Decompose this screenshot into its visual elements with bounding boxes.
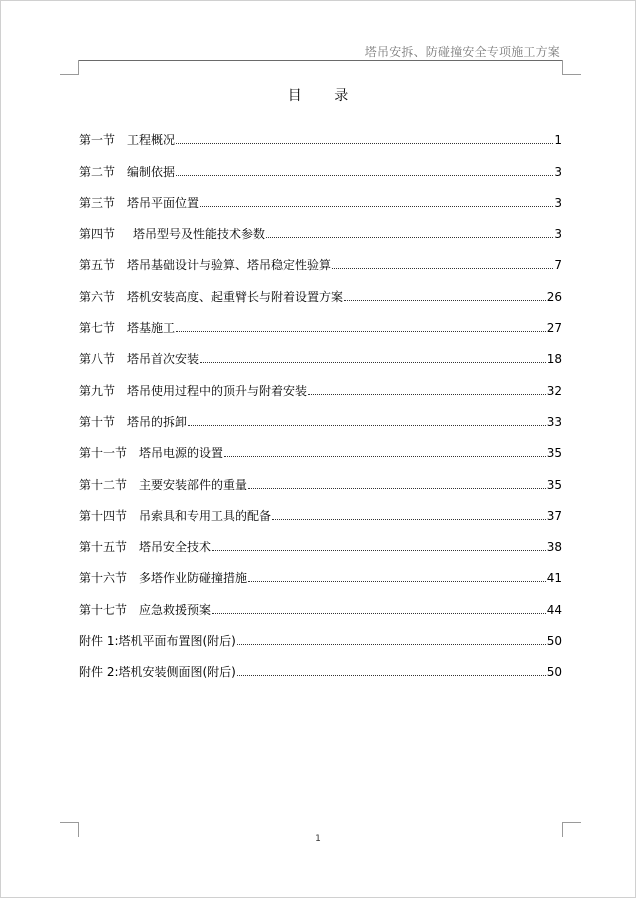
- toc-title: 目 录: [287, 88, 363, 104]
- toc-entry-page: 37: [546, 508, 562, 523]
- toc-entry-title: 塔机安装高度、起重臂长与附着设置方案: [127, 289, 344, 304]
- toc-dot-leader: [332, 268, 553, 269]
- toc-entry-number: 第十节: [79, 414, 116, 429]
- toc-entry-title: 主要安装部件的重量: [139, 477, 248, 492]
- toc-entry-title: 工程概况: [127, 133, 176, 148]
- toc-dot-leader: [200, 362, 546, 363]
- toc-entry-page: 3: [554, 227, 562, 242]
- page-number: 1: [315, 834, 321, 844]
- toc-entry[interactable]: [79, 554, 562, 585]
- toc-entry-page: 50: [546, 634, 562, 649]
- toc-entry-page: 50: [546, 665, 562, 680]
- toc-entry-title: 编制依据: [127, 164, 176, 179]
- toc-entry[interactable]: [79, 147, 562, 178]
- toc-entry-page: 35: [546, 477, 562, 492]
- toc-dot-leader: [248, 581, 546, 582]
- toc-dot-leader: [237, 644, 546, 645]
- toc-entry-number: 第五节: [79, 258, 116, 273]
- toc-entry-number: 第四节: [79, 227, 116, 242]
- toc-entry-number: 第七节: [79, 321, 116, 336]
- toc-entry-page: 32: [546, 383, 562, 398]
- toc-entry-page: 26: [546, 289, 562, 304]
- toc-entry[interactable]: [79, 398, 562, 429]
- toc-entry[interactable]: [79, 335, 562, 366]
- toc-entry-title: 塔吊首次安装: [127, 352, 200, 367]
- toc-entry-page: 3: [554, 164, 562, 179]
- toc-entry[interactable]: [79, 116, 562, 147]
- toc-dot-leader: [237, 675, 546, 676]
- toc-entry-page: 35: [546, 446, 562, 461]
- toc-entry-title: 塔吊使用过程中的顶升与附着安装: [127, 383, 308, 398]
- header-rule: [78, 60, 562, 61]
- toc-entry-page: 44: [546, 602, 562, 617]
- toc-entry[interactable]: [79, 585, 562, 616]
- toc-entry-page: 7: [554, 258, 562, 273]
- toc-entry[interactable]: [79, 523, 562, 554]
- toc-entry-number: 第十二节: [79, 477, 128, 492]
- toc-dot-leader: [248, 488, 546, 489]
- toc-entry-page: 33: [546, 414, 562, 429]
- toc-dot-leader: [344, 300, 546, 301]
- toc-entry[interactable]: [79, 460, 562, 491]
- toc-dot-leader: [212, 550, 546, 551]
- toc-dot-leader: [188, 425, 546, 426]
- toc-entry-title: 塔机安装侧面图(附后): [118, 665, 236, 680]
- toc-entry-title: 塔吊的拆卸: [127, 414, 188, 429]
- toc-entry-title: 吊索具和专用工具的配备: [139, 508, 272, 523]
- toc-dot-leader: [224, 456, 546, 457]
- toc-entry-number: 附件 2:: [79, 665, 119, 680]
- toc-entry-title: 塔吊安全技术: [139, 540, 212, 555]
- toc-dot-leader: [200, 206, 553, 207]
- toc-entry-page: 38: [546, 540, 562, 555]
- toc-entry[interactable]: [79, 241, 562, 272]
- toc-entry-number: 第二节: [79, 164, 116, 179]
- toc-entry[interactable]: [79, 272, 562, 303]
- toc-entry-title: 塔吊平面位置: [127, 195, 200, 210]
- toc-entry-page: 27: [546, 321, 562, 336]
- toc-dot-leader: [176, 143, 553, 144]
- toc-entry-number: 第九节: [79, 383, 116, 398]
- toc-entry-number: 第十四节: [79, 508, 128, 523]
- toc-entry[interactable]: [79, 617, 562, 648]
- toc-entry-title: 塔吊基础设计与验算、塔吊稳定性验算: [127, 258, 332, 273]
- running-header-title: 塔吊安拆、防碰撞安全专项施工方案: [364, 45, 560, 59]
- toc-dot-leader: [272, 519, 546, 520]
- toc-entry[interactable]: [79, 429, 562, 460]
- toc-entry-title: 塔吊型号及性能技术参数: [133, 227, 266, 242]
- toc-entry-title: 应急救援预案: [139, 602, 212, 617]
- toc-entry-title: 塔吊电源的设置: [139, 446, 224, 461]
- toc-entry[interactable]: [79, 366, 562, 397]
- toc-entry-number: 附件 1:: [79, 634, 119, 649]
- toc-entry-number: 第十一节: [79, 446, 128, 461]
- toc-entry-number: 第六节: [79, 289, 116, 304]
- toc-entry-page: 1: [554, 133, 562, 148]
- toc-dot-leader: [266, 237, 553, 238]
- toc-dot-leader: [176, 331, 546, 332]
- toc-entry-title: 多塔作业防碰撞措施: [139, 571, 248, 586]
- toc-entry-number: 第一节: [79, 133, 116, 148]
- toc-dot-leader: [212, 613, 546, 614]
- crop-mark-top-left: [60, 60, 79, 75]
- toc-entry-number: 第十七节: [79, 602, 128, 617]
- toc-entry[interactable]: [79, 492, 562, 523]
- toc-entry[interactable]: [79, 179, 562, 210]
- toc-dot-leader: [176, 175, 553, 176]
- crop-mark-top-right: [562, 60, 581, 75]
- toc-entry[interactable]: [79, 304, 562, 335]
- toc-entry-number: 第三节: [79, 195, 116, 210]
- toc-entry[interactable]: [79, 648, 562, 679]
- toc-entry-title: 塔基施工: [127, 321, 176, 336]
- toc-entry-page: 41: [546, 571, 562, 586]
- toc-entry-page: 3: [554, 195, 562, 210]
- toc-entry[interactable]: [79, 210, 562, 241]
- toc-entry-number: 第十五节: [79, 540, 128, 555]
- toc-entry-number: 第十六节: [79, 571, 128, 586]
- table-of-contents: [79, 116, 562, 679]
- toc-entry-title: 塔机平面布置图(附后): [118, 634, 236, 649]
- toc-dot-leader: [308, 394, 546, 395]
- toc-entry-page: 18: [546, 352, 562, 367]
- toc-entry-number: 第八节: [79, 352, 116, 367]
